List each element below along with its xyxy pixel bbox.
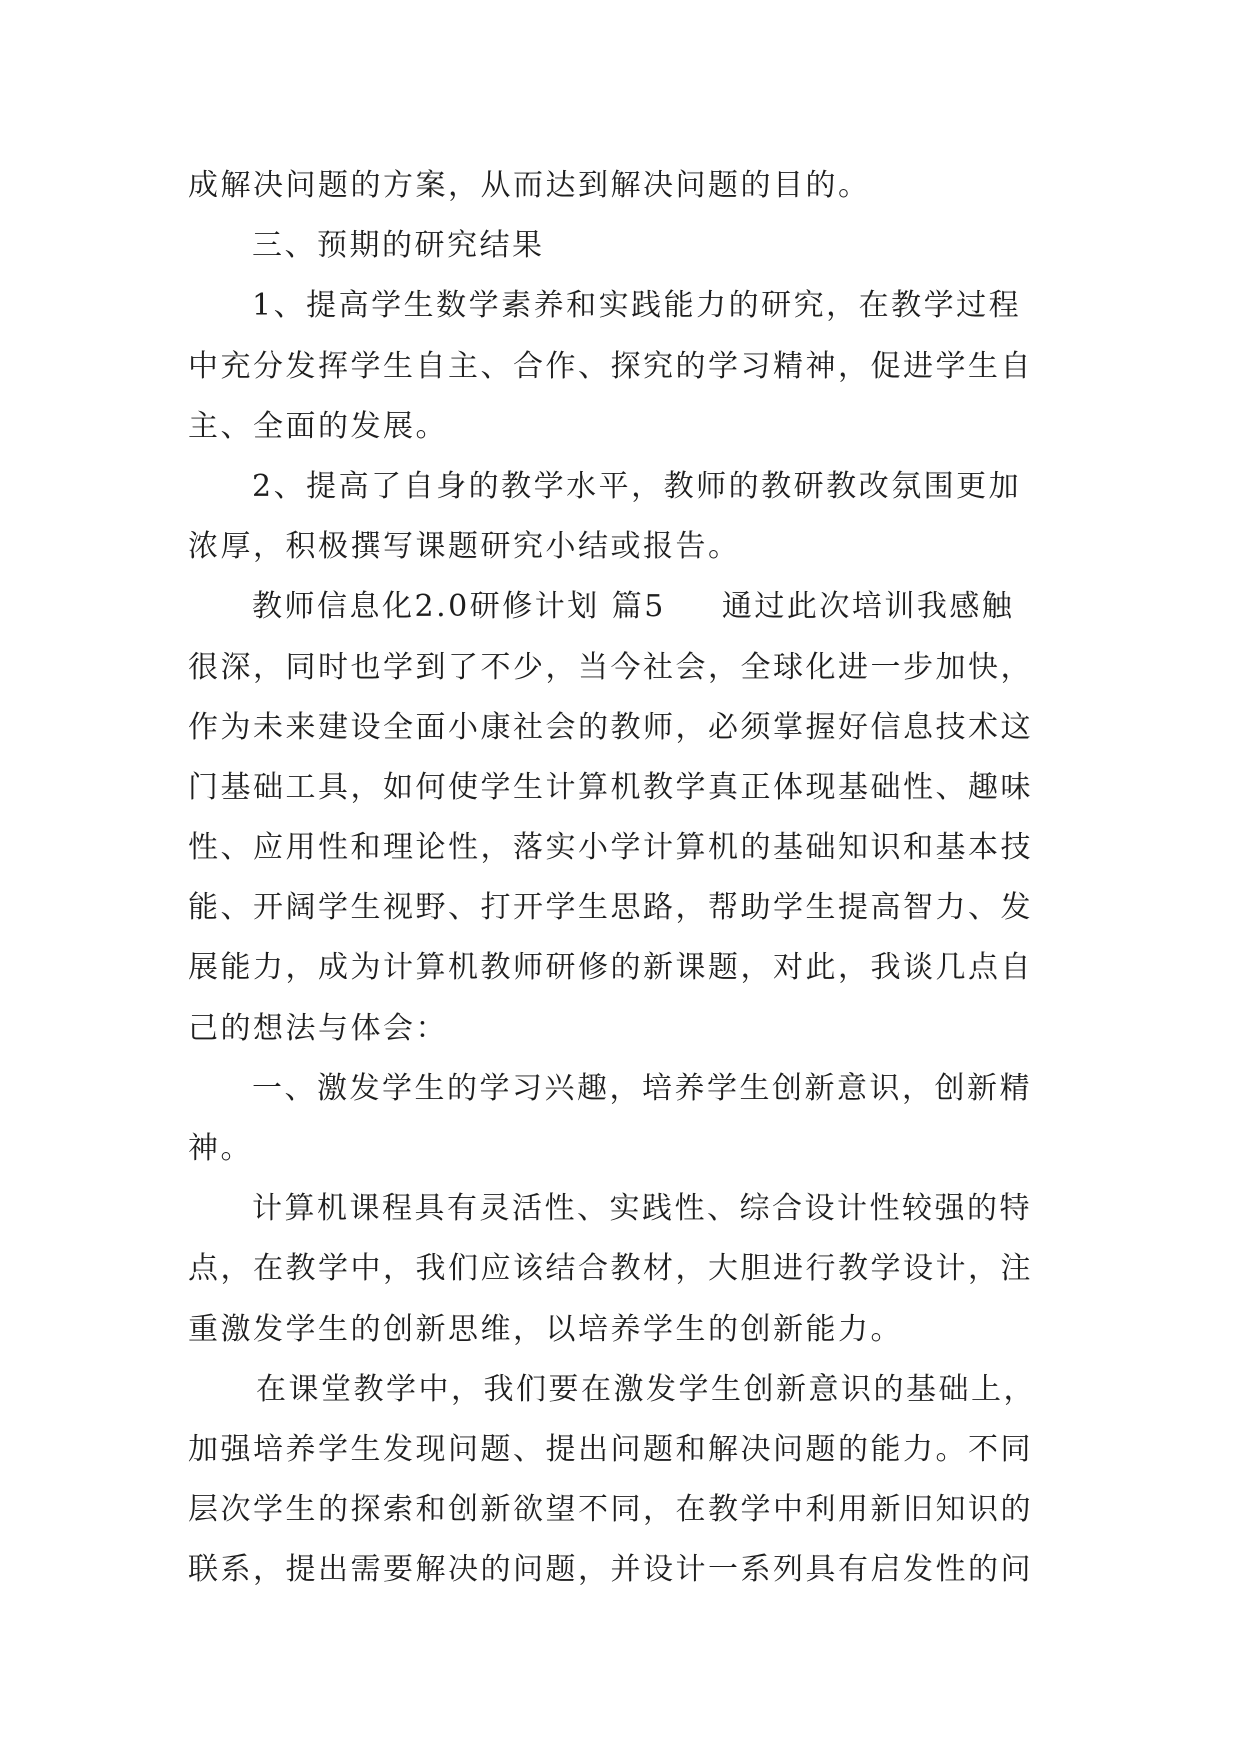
article-intro: 通过此次培训我感触 [721, 589, 1015, 625]
text-line: 性、应用性和理论性，落实小学计算机的基础知识和基本技 [188, 830, 1033, 866]
text-line: 联系，提出需要解决的问题，并设计一系列具有启发性的问 [188, 1552, 1033, 1588]
text-line: 主、全面的发展。 [188, 408, 448, 444]
article-title-line [188, 577, 1058, 637]
text-line: 中充分发挥学生自主、合作、探究的学习精神，促进学生自 [188, 348, 1033, 384]
text-line: 2、提高了自身的教学水平，教师的教研教改氛围更加 [252, 468, 1022, 504]
text-line: 己的想法与体会： [188, 1010, 448, 1046]
text-line: 门基础工具，如何使学生计算机教学真正体现基础性、趣味 [188, 769, 1033, 805]
text-line: 加强培养学生发现问题、提出问题和解决问题的能力。不同 [188, 1431, 1033, 1467]
text-line: 很深，同时也学到了不少，当今社会，全球化进一步加快， [188, 649, 1033, 685]
text-line: 神。 [188, 1131, 253, 1166]
document-body [188, 156, 1058, 1601]
text-line: 重激发学生的创新思维，以培养学生的创新能力。 [188, 1311, 903, 1347]
text-line: 点，在教学中，我们应该结合教材，大胆进行教学设计，注 [188, 1251, 1033, 1287]
section-heading: 三、预期的研究结果 [252, 228, 545, 264]
text-line: 能、开阔学生视野、打开学生思路，帮助学生提高智力、发 [188, 890, 1033, 926]
text-line: 浓厚，积极撰写课题研究小结或报告。 [188, 529, 741, 565]
text-line: 作为未来建设全面小康社会的教师，必须掌握好信息技术这 [188, 709, 1033, 745]
text-line: 计算机课程具有灵活性、实践性、综合设计性较强的特 [252, 1191, 1032, 1227]
text-line: 展能力，成为计算机教师研修的新课题，对此，我谈几点自 [188, 950, 1033, 986]
text-line: 成解决问题的方案，从而达到解决问题的目的。 [188, 168, 871, 203]
text-line: 1、提高学生数学素养和实践能力的研究，在教学过程 [252, 288, 1022, 324]
text-line: 在课堂教学中，我们要在激发学生创新意识的基础上， [256, 1371, 1036, 1407]
section-heading: 一、激发学生的学习兴趣，培养学生创新意识，创新精 [252, 1070, 1032, 1106]
article-title: 教师信息化2.0研修计划 篇5 [252, 589, 666, 625]
text-line: 层次学生的探索和创新欲望不同，在教学中利用新旧知识的 [188, 1492, 1033, 1528]
